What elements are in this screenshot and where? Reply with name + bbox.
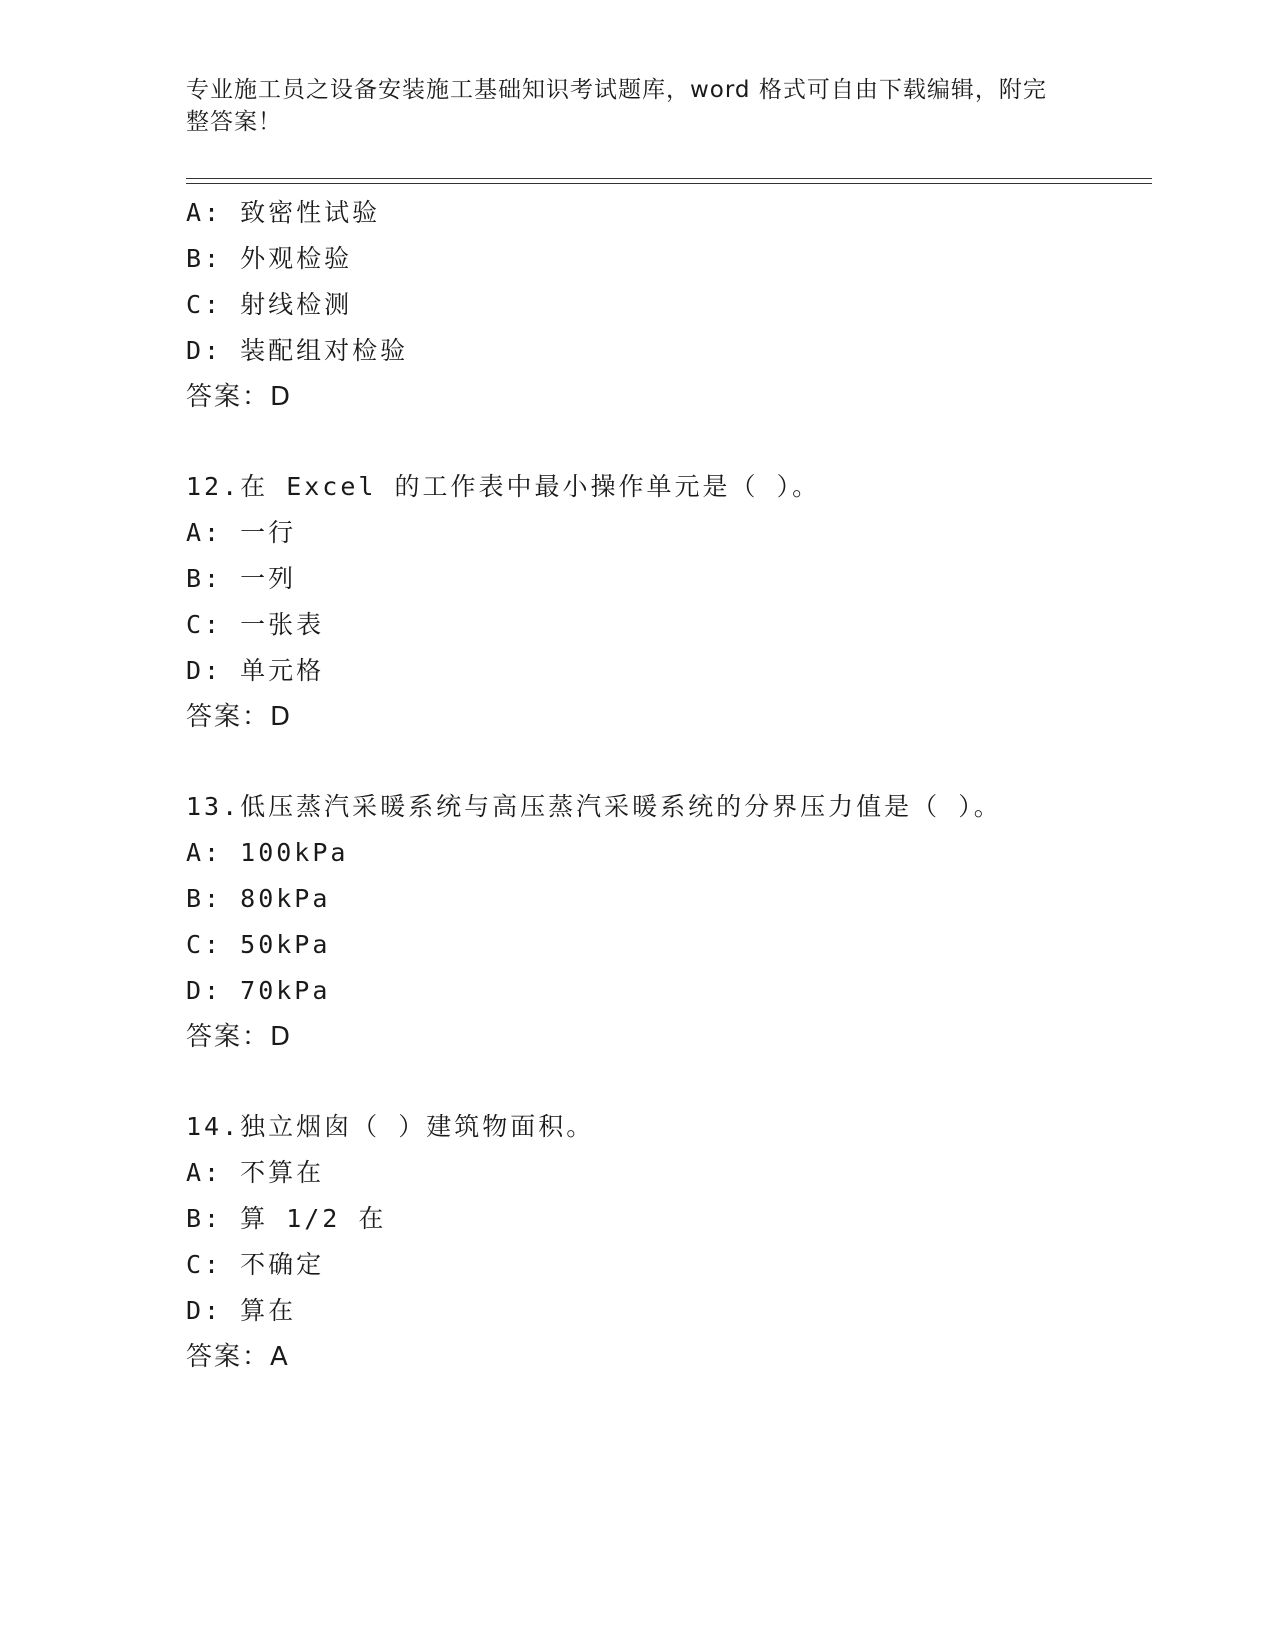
option-d: D: 算在 xyxy=(186,1296,297,1325)
question-block-11 xyxy=(186,190,1146,420)
question-text: 12.在 Excel 的工作表中最小操作单元是（ ）。 xyxy=(186,472,821,501)
document-header xyxy=(186,74,1066,138)
option-d: D: 装配组对检验 xyxy=(186,336,409,365)
option-d: D: 70kPa xyxy=(186,976,331,1005)
question-block-14 xyxy=(186,1104,1146,1380)
option-c: C: 射线检测 xyxy=(186,290,353,319)
spacer xyxy=(186,1060,1146,1104)
answer-line: 答案：A xyxy=(186,1342,290,1372)
spacer xyxy=(186,420,1146,464)
option-b: B: 算 1/2 在 xyxy=(186,1204,387,1233)
question-list xyxy=(186,190,1146,1380)
spacer xyxy=(186,740,1146,784)
option-a: A: 不算在 xyxy=(186,1158,325,1187)
header-line-1: 专业施工员之设备安装施工基础知识考试题库，word 格式可自由下载编辑，附完 xyxy=(186,77,1047,103)
question-block-13 xyxy=(186,784,1146,1060)
answer-line: 答案：D xyxy=(186,382,293,412)
option-d: D: 单元格 xyxy=(186,656,325,685)
question-block-12 xyxy=(186,464,1146,740)
header-divider-top xyxy=(186,178,1152,179)
option-b: B: 一列 xyxy=(186,564,297,593)
option-c: C: 50kPa xyxy=(186,930,331,959)
header-line-2: 整答案！ xyxy=(186,109,282,135)
option-c: C: 不确定 xyxy=(186,1250,325,1279)
option-a: A: 100kPa xyxy=(186,838,349,867)
option-c: C: 一张表 xyxy=(186,610,325,639)
option-b: B: 外观检验 xyxy=(186,244,353,273)
answer-line: 答案：D xyxy=(186,702,293,732)
option-a: A: 一行 xyxy=(186,518,297,547)
header-divider-bottom xyxy=(186,183,1152,184)
option-a: A: 致密性试验 xyxy=(186,198,381,227)
answer-line: 答案：D xyxy=(186,1022,293,1052)
question-text: 13.低压蒸汽采暖系统与高压蒸汽采暖系统的分界压力值是（ ）。 xyxy=(186,792,1002,821)
question-text: 14.独立烟囱（ ）建筑物面积。 xyxy=(186,1112,595,1141)
option-b: B: 80kPa xyxy=(186,884,331,913)
